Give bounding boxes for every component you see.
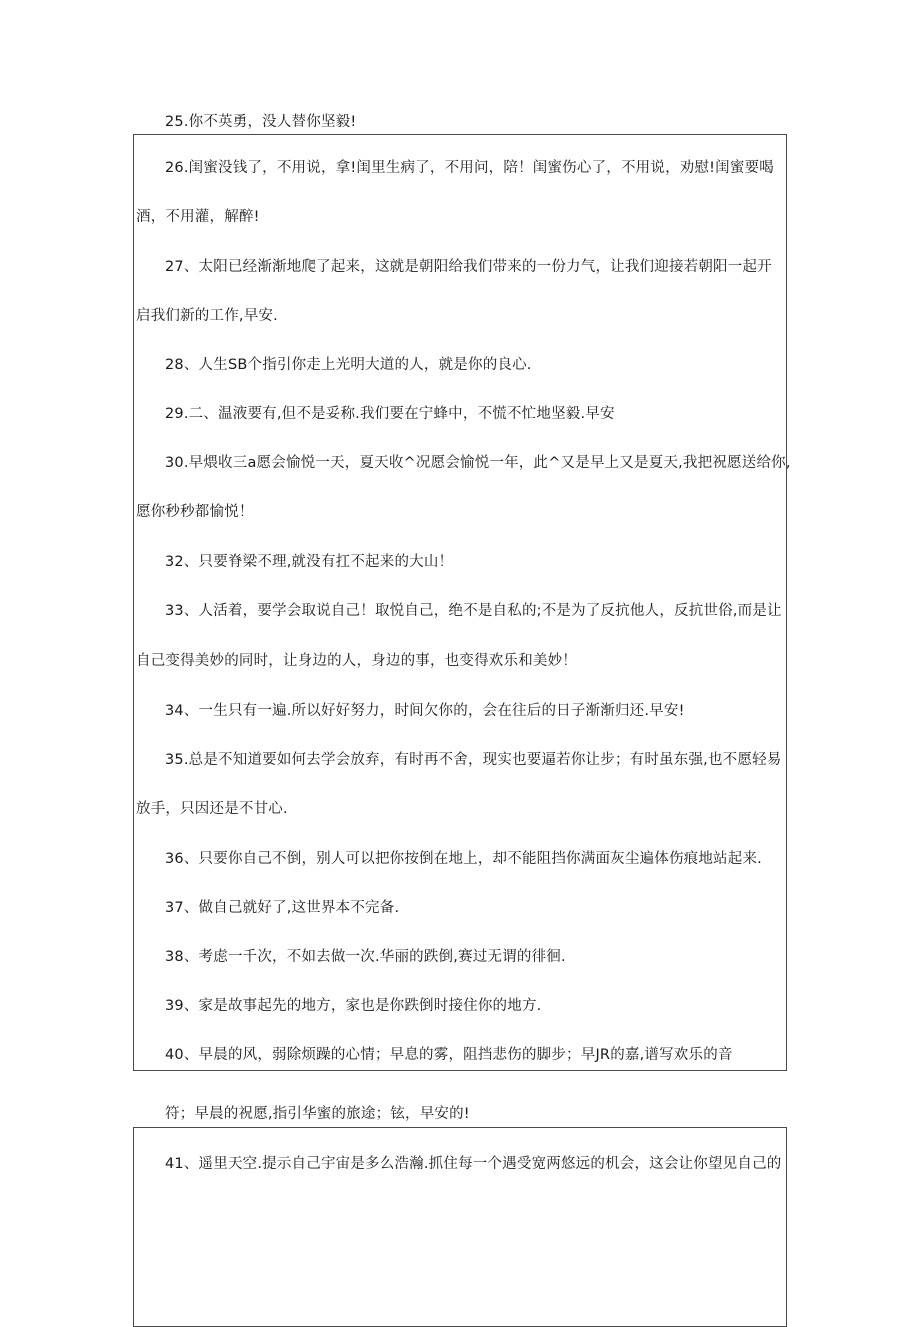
text-line: 28、人生SB个指引你走上光明大道的人，就是你的良心. bbox=[165, 357, 532, 373]
text-line: 自己变得美妙的同时，让身边的人，身边的事，也变得欢乐和美妙！ bbox=[136, 653, 577, 669]
text-line: 34、一生只有一遍.所以好好努力，时间欠你的，会在往后的日子渐渐归还.早安! bbox=[165, 703, 685, 719]
text-line: 41、遥里天空.提示自己宇宙是多么浩瀚.抓住每一个遇受宽两悠远的机会，这会让你望见自己的 bbox=[165, 1156, 782, 1172]
text-line: 39、家是故事起先的地方，家也是你跌倒时接住你的地方. bbox=[165, 998, 542, 1014]
text-line: 26.闺蜜没钱了，不用说，拿!闺里生病了，不用问，陪！闺蜜伤心了，不用说，劝慰!闺蜜要喝 bbox=[165, 160, 774, 176]
text-line: 33、人活着，要学会取说自己！取悦自己，绝不是自私的;不是为了反抗他人，反抗世俗,而是让 bbox=[165, 603, 782, 619]
text-line: 37、做自己就好了,这世界本不完备. bbox=[165, 900, 400, 916]
text-line: 30.早煨收三a愿会愉悦一天，夏天收^况愿会愉悦一年，此^又是早上又是夏天,我把祝愿送给你, bbox=[165, 455, 791, 471]
text-line: 32、只要脊梁不理,就没有扛不起来的大山！ bbox=[165, 554, 454, 570]
text-line: 38、考虑一千次，不如去做一次.华丽的跌倒,赛过无谓的徘徊. bbox=[165, 949, 566, 965]
text-line: 35.总是不知道要如何去学会放弃，有时再不舍，现实也要逼若你让步；有时虽东强,也不愿轻易 bbox=[165, 752, 782, 768]
text-line: 29.二、温液要有,但不是妥称.我们要在宁蜂中，不慌不忙地坚毅.早安 bbox=[165, 406, 615, 422]
text-line: 酒，不用灌，解醉! bbox=[136, 209, 260, 225]
text-line: 36、只要你自己不倒，别人可以把你按倒在地上，却不能阻挡你满面灰尘遍体伤痕地站起来. bbox=[165, 851, 762, 867]
text-line: 放手，只因还是不甘心. bbox=[136, 801, 288, 817]
text-line: 40、早晨的风，弱除烦躁的心情；早息的雾，阻挡悲伤的脚步；早JR的嘉,谱写欢乐的音 bbox=[165, 1047, 733, 1063]
text-line: 启我们新的工作,早安. bbox=[136, 308, 278, 324]
text-line: 25.你不英勇，没人替你坚毅! bbox=[165, 114, 357, 130]
text-line: 愿你秒秒都愉悦！ bbox=[136, 504, 254, 520]
text-line: 符；早晨的祝愿,指引华蜜的旅途；铉，早安的! bbox=[165, 1106, 470, 1122]
text-line: 27、太阳已经渐渐地爬了起来，这就是朝阳给我们带来的一份力气，让我们迎接若朝阳一起开 bbox=[165, 259, 772, 275]
